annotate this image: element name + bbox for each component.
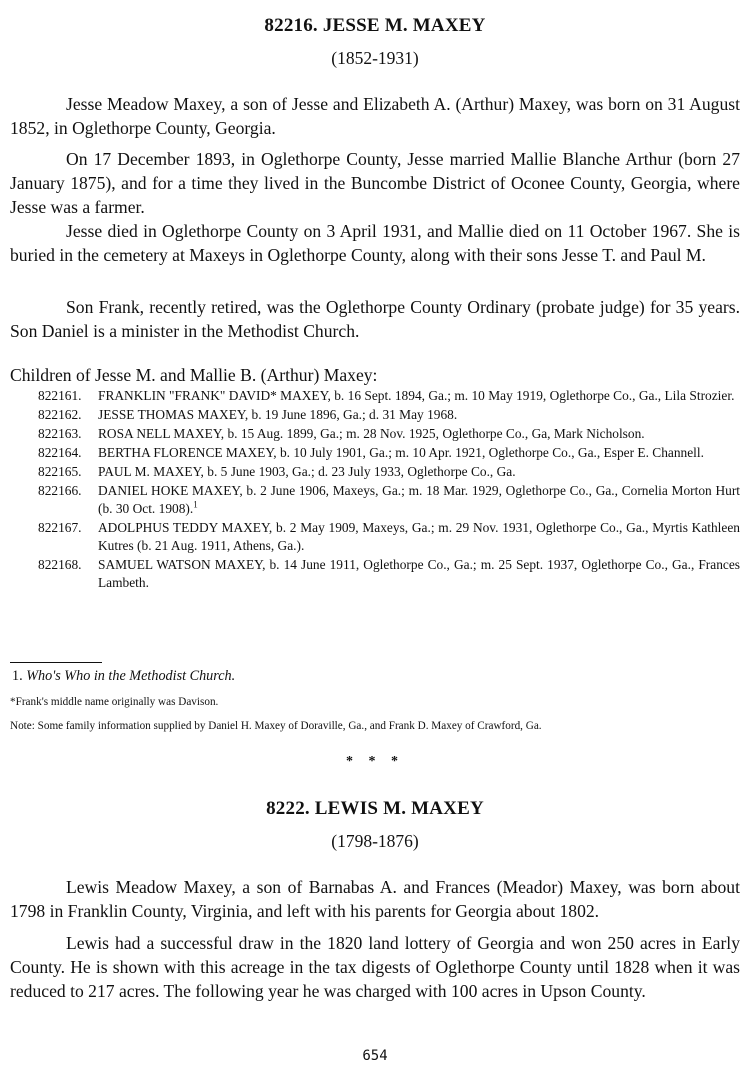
paragraph-birth-jesse: Jesse Meadow Maxey, a son of Jesse and Elizabeth A. (Arthur) Maxey, was born on 31 August 1852, in Oglethorpe County, Georgia. (10, 94, 740, 138)
child-number: 822166. (38, 483, 82, 498)
child-text: SAMUEL WATSON MAXEY, b. 14 June 1911, Oglethorpe Co., Ga.; m. 25 Sept. 1937, Oglethorpe Co., Ga., Frances Lambeth. (98, 557, 740, 590)
paragraph-marriage-jesse: On 17 December 1893, in Oglethorpe County, Jesse married Mallie Blanche Arthur (born 27 January 1875), and for a time they lived in the Buncombe District of Oconee County, Georgia, where Jesse was a farmer. (10, 149, 740, 217)
children-list (38, 387, 740, 593)
child-number: 822163. (38, 426, 82, 441)
footnote-text: Who's Who in the Methodist Church. (26, 668, 236, 684)
child-number: 822165. (38, 464, 82, 479)
list-item (38, 482, 740, 518)
section-separator: * * * (346, 754, 404, 769)
child-text: BERTHA FLORENCE MAXEY, b. 10 July 1901, Ga.; m. 10 Apr. 1921, Oglethorpe Co., Ga., Esper E. Channell. (98, 445, 704, 460)
list-item (38, 425, 740, 443)
child-number: 822161. (38, 388, 82, 403)
list-item (38, 519, 740, 555)
section-dates-jesse: (1852-1931) (331, 48, 419, 68)
page-number: 654 (362, 1048, 388, 1064)
footnote-number: 1. (12, 668, 23, 684)
child-text: DANIEL HOKE MAXEY, b. 2 June 1906, Maxeys, Ga.; m. 18 Mar. 1929, Oglethorpe Co., Ga., Cornelia Morton Hurt (b. 30 Oct. 1908). (98, 483, 740, 516)
note-middle-name: *Frank's middle name originally was Davison. (10, 696, 219, 708)
paragraph-sons-jesse: Son Frank, recently retired, was the Oglethorpe County Ordinary (probate judge) for 35 years. Son Daniel is a minister in the Methodist Church. (10, 297, 740, 341)
child-number: 822167. (38, 520, 82, 535)
list-item (38, 406, 740, 424)
children-title: Children of Jesse M. and Mallie B. (Arthur) Maxey: (10, 365, 378, 385)
footnote (12, 666, 235, 686)
section-dates-lewis: (1798-1876) (331, 831, 419, 851)
list-item (38, 444, 740, 462)
list-item (38, 463, 740, 481)
child-number: 822162. (38, 407, 82, 422)
paragraph-birth-lewis: Lewis Meadow Maxey, a son of Barnabas A. and Frances (Meador) Maxey, was born about 1798 in Franklin County, Virginia, and left with his parents for Georgia about 1802. (10, 877, 740, 921)
note-family-info: Note: Some family information supplied by Daniel H. Maxey of Doraville, Ga., and Frank D. Maxey of Crawford, Ga. (10, 720, 542, 732)
footnote-marker: 1 (193, 499, 198, 510)
footnote-divider (10, 662, 102, 663)
child-text: JESSE THOMAS MAXEY, b. 19 June 1896, Ga.; d. 31 May 1968. (98, 407, 458, 422)
child-number: 822164. (38, 445, 82, 460)
section-heading-jesse: 82216. JESSE M. MAXEY (264, 15, 486, 36)
paragraph-lottery-lewis: Lewis had a successful draw in the 1820 land lottery of Georgia and won 250 acres in Early County. He is shown with this acreage in the tax digests of Oglethorpe County until 1828 when it was reduced to 217 acres. The following year he was charged with 100 acres in Upson County. (10, 933, 740, 1001)
child-text: ADOLPHUS TEDDY MAXEY, b. 2 May 1909, Maxeys, Ga.; m. 29 Nov. 1931, Oglethorpe Co., Ga., Myrtis Kathleen Kutres (b. 21 Aug. 1911, Athens, Ga.). (98, 520, 740, 553)
child-text: PAUL M. MAXEY, b. 5 June 1903, Ga.; d. 23 July 1933, Oglethorpe Co., Ga. (98, 464, 516, 479)
list-item (38, 387, 740, 405)
child-text: ROSA NELL MAXEY, b. 15 Aug. 1899, Ga.; m. 28 Nov. 1925, Oglethorpe Co., Ga, Mark Nicholson. (98, 426, 645, 441)
child-text: FRANKLIN "FRANK" DAVID* MAXEY, b. 16 Sept. 1894, Ga.; m. 10 May 1919, Oglethorpe Co., Ga., Lila Strozier. (98, 388, 735, 403)
paragraph-death-jesse: Jesse died in Oglethorpe County on 3 April 1931, and Mallie died on 11 October 1967. She is buried in the cemetery at Maxeys in Oglethorpe County, along with their sons Jesse T. and Paul M. (10, 221, 740, 265)
child-number: 822168. (38, 557, 82, 572)
section-heading-lewis: 8222. LEWIS M. MAXEY (266, 798, 484, 819)
list-item (38, 556, 740, 592)
